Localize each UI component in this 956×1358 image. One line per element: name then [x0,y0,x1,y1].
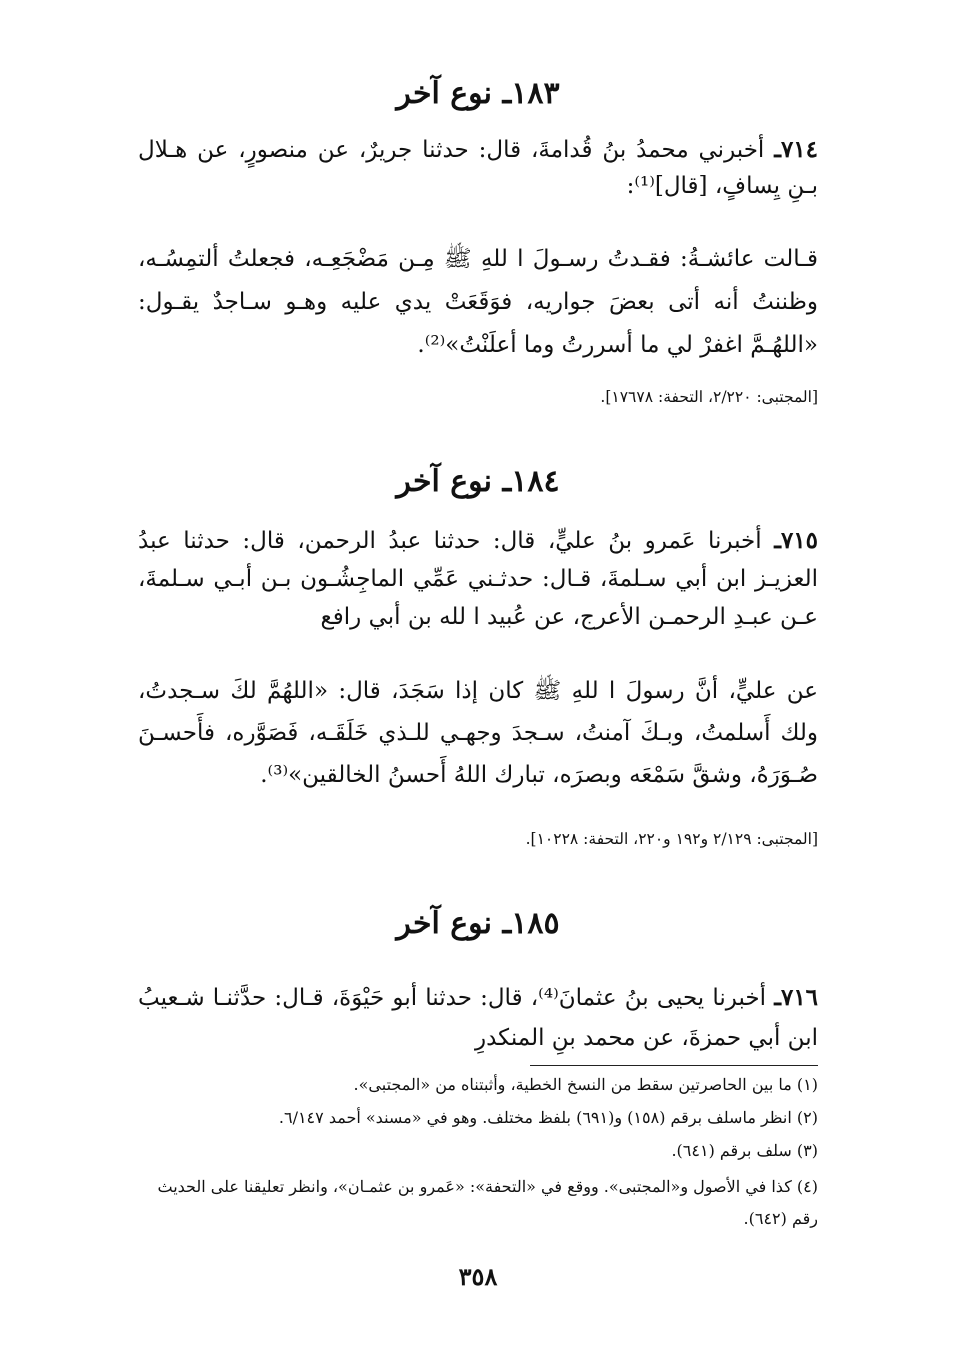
hadith-number: ٧١٤ـ [774,136,819,163]
hadith-714-source: [المجتبى: ٢/٢٢٠، التحفة: ١٧٦٧٨]. [600,388,818,406]
page-number: ٣٥٨ [458,1262,498,1291]
hadith-715-source: [المجتبى: ٢/١٢٩ و١٩٢ و٢٢٠، التحفة: ١٠٢٢٨]. [525,830,818,848]
hadith-715-matn: عن عليٍّ، أنَّ رسولَ ا للهِ ﷺ كان إذا سَجَدَ، قال: «اللهُمَّ لكَ سـجدتُ، ولك أَسلمتُ، وبـكَ آمنتُ، سـجدَ وجهـي للـذي خَلَقَـه، فَصَوَّره، فأَحسـنَ صُـوَرَهُ، وشقَّ سَمْعَه وبصرَه، تبارك اللهُ أَحسنُ الخالقين»⁽³⁾. [138,678,818,788]
hadith-number: ٧١٦ـ [774,984,819,1011]
hadith-714-isnad [138,132,818,204]
hadith-714-matn: قـالت عائشـةُ: فقـدتُ رسـولَ ا للهِ ﷺ مِـن مَضْجَعِـه، فجعلتُ ألتمِسُـه، وظننتُ أنه أتى بعضَ جواريه، فوَقَعَتْ يدي عليه وهـو سـاجدٌ يقـول: «اللهُـمَّ اغفرْ لي ما أسررتُ وما أعلَنْتُ»⁽²⁾. [138,246,819,358]
footnote-separator [530,1065,818,1066]
chapter-heading-183: ١٨٣ـ نوع آخر [396,76,560,111]
hadith-716-isnad [138,978,818,1058]
isnad-text: أخبرنا عَمرو بنُ عليٍّ، قال: حدثنا عبدُ الرحمن، قال: حدثنا عبدُ العزيـز ابن أبي سـلمةَ، قـال: حدثـني عَمِّي الماجِشُـون بـن أبـي سـلمةَ، عـن عبـدِ الرحمـن الأعرج، عن عُبيد ا لله بن أبي رافع [138,528,818,630]
hadith-715-isnad [138,522,818,636]
chapter-heading-185: ١٨٥ـ نوع آخر [396,906,560,941]
isnad-text: أخبرني محمدُ بنُ قُدامةَ، قال: حدثنا جريرٌ، عن منصورٍ، عن هـلال بـنِ يِسافٍ، [قال]⁽¹⁾: [138,137,818,199]
footnote-2: (٢) انظر ماسلف برقم (١٥٨) و(٦٩١) بلفظ مختلف. وهو في «مسند» أحمد ٦/١٤٧. [278,1108,818,1127]
hadith-number: ٧١٥ـ [774,527,818,554]
footnote-1: (١) ما بين الحاصرتين سقط من النسخ الخطية، وأثبتناه من «المجتبى». [353,1075,818,1094]
isnad-text: أخبرنا يحيى بنُ عثمانَ⁽⁴⁾، قال: حدثنا أبو حَيْوَةَ، قـال: حدَّثنـا شـعيبُ ابن أبي حمزةَ، عن محمد بنِ المنكدرِ [138,985,818,1051]
chapter-heading-184: ١٨٤ـ نوع آخر [396,464,560,499]
footnote-3: (٣) سلف برقم (٦٤١). [671,1141,818,1160]
footnote-4: (٤) كذا في الأصول و«المجتبى». ووقع في «التحفة»: «عَمرو بن عثمـان»، وانظر تعليقنا على الحديث رقم (٦٤٢). [157,1177,818,1228]
